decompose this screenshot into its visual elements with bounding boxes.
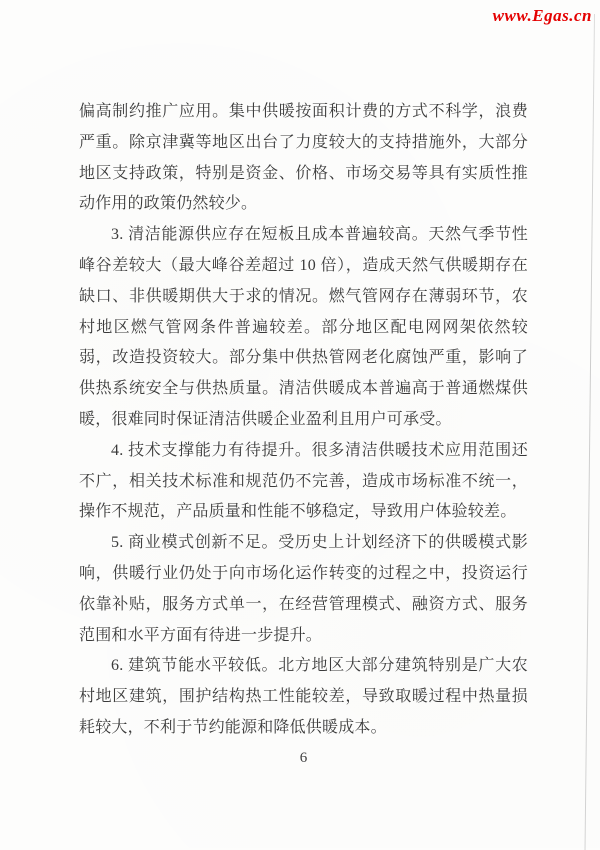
document-body — [79, 97, 528, 744]
page-number: 6 — [299, 750, 308, 766]
paragraph-item-3: 3. 清洁能源供应存在短板且成本普遍较高。天然气季节性峰谷差较大（最大峰谷差超过 10 倍），造成天然气供暖期存在缺口、非供暖期供大于求的情况。燃气管网存在薄弱环节，农村地区燃气管网条件普遍较差。部分地区配电网网架依然较弱，改造投资较大。部分集中供热管网老化腐蚀严重，影响了供热系统安全与供热质量。清洁供暖成本普遍高于普通燃煤供暖，很难同时保证清洁供暖企业盈利且用户可承受。 — [79, 226, 528, 428]
paragraph-item-5: 5. 商业模式创新不足。受历史上计划经济下的供暖模式影响，供暖行业仍处于向市场化运作转变的过程之中，投资运行依靠补贴，服务方式单一，在经营管理模式、融资方式、服务范围和水平方面有待进一步提升。 — [79, 534, 528, 644]
paragraph-continuation: 偏高制约推广应用。集中供暖按面积计费的方式不科学，浪费严重。除京津冀等地区出台了力度较大的支持措施外，大部分地区支持政策，特别是资金、价格、市场交易等具有实质性推动作用的政策仍然较少。 — [79, 103, 528, 213]
paragraph-item-6: 6. 建筑节能水平较低。北方地区大部分建筑特别是广大农村地区建筑，围护结构热工性能较差，导致取暖过程中热量损耗较大，不利于节约能源和降低供暖成本。 — [79, 657, 528, 736]
site-watermark: www.Egas.cn — [492, 6, 592, 25]
page-edge-scan-line — [585, 14, 596, 850]
paragraph-item-4: 4. 技术支撑能力有待提升。很多清洁供暖技术应用范围还不广，相关技术标准和规范仍不完善，造成市场标准不统一，操作不规范，产品质量和性能不够稳定，导致用户体验较差。 — [79, 441, 528, 521]
